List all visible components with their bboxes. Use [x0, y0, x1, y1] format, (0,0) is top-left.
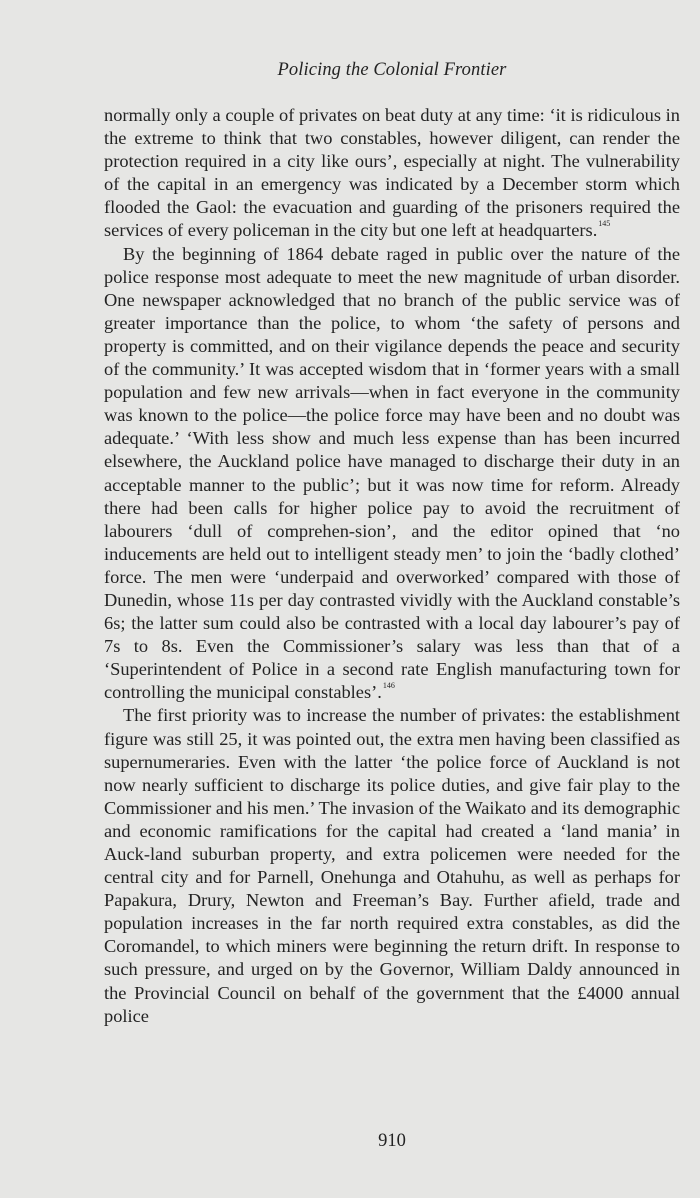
- paragraph-3: [104, 704, 680, 1027]
- body-text: [104, 104, 680, 1028]
- footnote-ref-145[interactable]: 145: [598, 219, 611, 229]
- paragraph-2: [104, 243, 680, 705]
- paragraph-1-text: normally only a couple of privates on beat duty at any time: ‘it is ridiculous in the extreme to think that two constables, however diligent, can render the protection required in a city like ours’, especially at night. The vulnerability of the capital in an emergency was indicated by a December storm which flooded the Gaol: the evacuation and guarding of the prisoners required the services of every policeman in the city but one left at headquarters.: [104, 105, 680, 241]
- running-head-title: Policing the Colonial Frontier: [277, 60, 507, 80]
- paragraph-3-text: The first priority was to increase the number of privates: the establishment figure was still 25, it was pointed out, the extra men having been classified as supernumeraries. Even with the latter ‘the police force of Auckland is not now nearly sufficient to discharge its police duties, and give fair play to the Commissioner and his men.’ The invasion of the Waikato and its demographic and economic ramifications for the capital had created a ‘land mania’ in Auck-land suburban property, and extra policemen were needed for the central city and for Parnell, Onehunga and Otahuhu, as well as perhaps for Papakura, Drury, Newton and Freeman’s Bay. Further afield, trade and population increases in the far north required extra constables, as did the Coromandel, to which miners were beginning the return drift. In response to such pressure, and urged on by the Governor, William Daldy announced in the Provincial Council on behalf of the government that the £4000 annual police: [104, 705, 680, 1026]
- paragraph-1: [104, 104, 680, 243]
- paragraph-2-text: By the beginning of 1864 debate raged in public over the nature of the police response most adequate to meet the new magnitude of urban disorder. One newspaper acknowledged that no branch of the public service was of greater importance than the police, to whom ‘the safety of persons and property is committed, and on their vigilance depends the peace and security of the community.’ It was accepted wisdom that in ‘former years with a small population and few new arrivals—when in fact everyone in the community was known to the police—the police force may have been and no doubt was adequate.’ ‘With less show and much less expense than has been incurred elsewhere, the Auckland police have managed to discharge their duty in an acceptable manner to the public’; but it was now time for reform. Already there had been calls for higher police pay to avoid the recruitment of labourers ‘dull of comprehen-sion’, and the editor opined that ‘no inducements are held out to intelligent steady men’ to join the ‘badly clothed’ force. The men were ‘underpaid and overworked’ compared with those of Dunedin, whose 11s per day contrasted vividly with the Auckland constable’s 6s; the latter sum could also be contrasted with a local day labourer’s pay of 7s to 8s. Even the Commissioner’s salary was less than that of a ‘Superintendent of Police in a second rate English manufacturing town for controlling the municipal constables’.: [104, 243, 680, 703]
- page-number: 910: [378, 1131, 406, 1151]
- footnote-ref-146[interactable]: 146: [382, 681, 395, 691]
